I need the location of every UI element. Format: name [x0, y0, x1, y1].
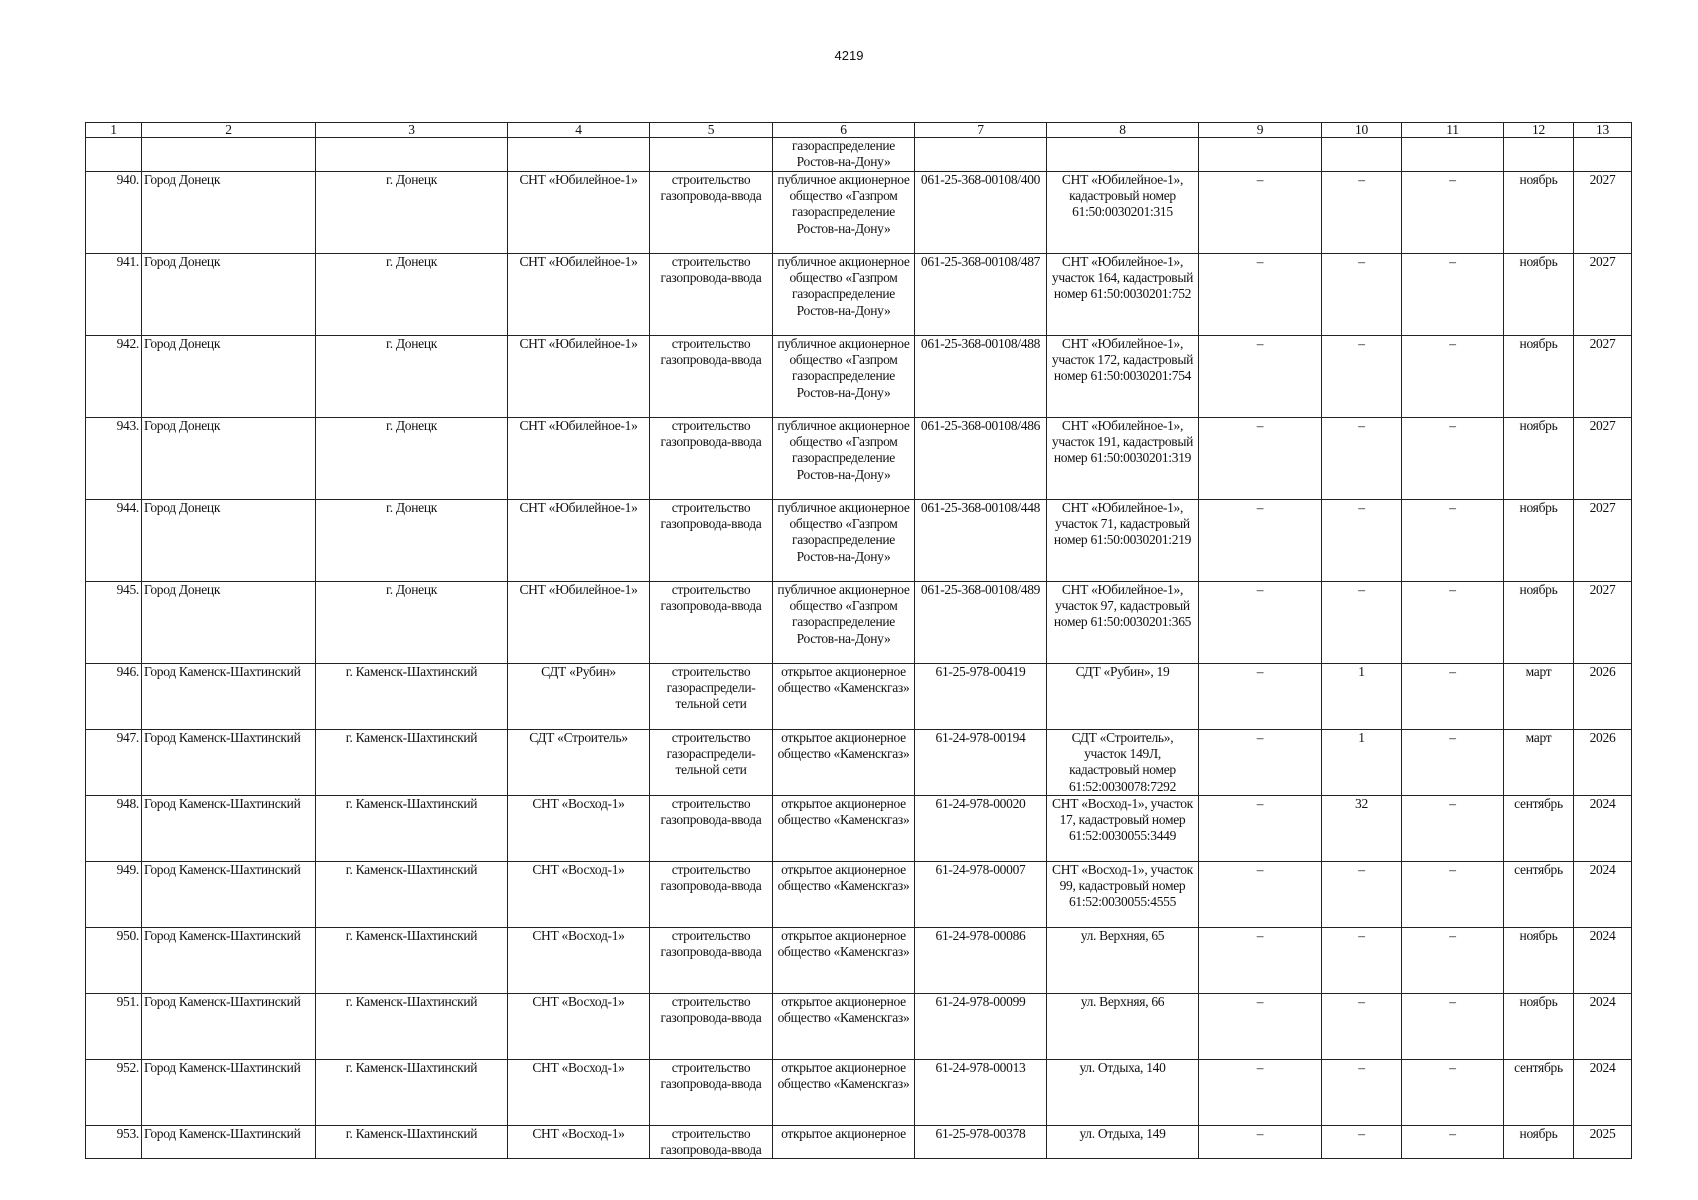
month-cell: ноябрь [1504, 172, 1574, 254]
address-cell: ул. Отдыха, 140 [1047, 1060, 1199, 1126]
locality-cell: г. Донецк [316, 336, 508, 418]
code-cell: 061-25-368-00108/488 [915, 336, 1047, 418]
municipality-cell: Город Донецк [142, 172, 316, 254]
municipality-cell: Город Донецк [142, 254, 316, 336]
municipality-cell: Город Каменск-Шахтинский [142, 1060, 316, 1126]
year-cell: 2027 [1574, 418, 1632, 500]
address-cell: СНТ «Восход-1», участок 99, кадастровый номер 61:52:0030055:4555 [1047, 862, 1199, 928]
object-cell: СНТ «Восход-1» [508, 862, 650, 928]
col9-cell: – [1199, 500, 1322, 582]
table-cell [1199, 138, 1322, 172]
col11-cell: – [1402, 928, 1504, 994]
company-cell: публичное акционерное общество «Газпром газораспределение Ростов-на-Дону» [773, 336, 915, 418]
address-cell: СНТ «Восход-1», участок 17, кадастровый номер 61:52:0030055:3449 [1047, 796, 1199, 862]
locality-cell: г. Донецк [316, 172, 508, 254]
col11-cell: – [1402, 1060, 1504, 1126]
column-number: 13 [1574, 123, 1632, 138]
object-cell: СНТ «Юбилейное-1» [508, 172, 650, 254]
table-cell [650, 138, 773, 172]
work-type-cell: строительство газопровода-ввода [650, 1126, 773, 1159]
work-type-cell: строительство газопровода-ввода [650, 172, 773, 254]
company-cell: публичное акционерное общество «Газпром газораспределение Ростов-на-Дону» [773, 582, 915, 664]
locality-cell: г. Каменск-Шахтинский [316, 1126, 508, 1159]
code-cell: 61-25-978-00378 [915, 1126, 1047, 1159]
row-number: 953. [86, 1126, 142, 1159]
row-number: 944. [86, 500, 142, 582]
company-cell: открытое акционерное общество «Каменскгаз» [773, 994, 915, 1060]
address-cell: ул. Отдыха, 149 [1047, 1126, 1199, 1159]
company-cell: открытое акционерное общество «Каменскгаз» [773, 664, 915, 730]
work-type-cell: строительство газораспредели-тельной сети [650, 664, 773, 730]
address-cell: СДТ «Рубин», 19 [1047, 664, 1199, 730]
table-row [86, 1126, 1632, 1159]
locality-cell: г. Каменск-Шахтинский [316, 994, 508, 1060]
month-cell: сентябрь [1504, 796, 1574, 862]
table-row [86, 664, 1632, 730]
col10-cell: – [1322, 1126, 1402, 1159]
company-cell: открытое акционерное [773, 1126, 915, 1159]
row-number: 946. [86, 664, 142, 730]
col9-cell: – [1199, 582, 1322, 664]
table-row [86, 994, 1632, 1060]
work-type-cell: строительство газопровода-ввода [650, 928, 773, 994]
year-cell: 2027 [1574, 500, 1632, 582]
row-number: 945. [86, 582, 142, 664]
column-number: 2 [142, 123, 316, 138]
col10-cell: – [1322, 418, 1402, 500]
locality-cell: г. Каменск-Шахтинский [316, 730, 508, 796]
column-number: 3 [316, 123, 508, 138]
year-cell: 2026 [1574, 664, 1632, 730]
address-cell: СНТ «Юбилейное-1», участок 71, кадастровый номер 61:50:0030201:219 [1047, 500, 1199, 582]
col10-cell: – [1322, 582, 1402, 664]
locality-cell: г. Каменск-Шахтинский [316, 928, 508, 994]
row-number: 952. [86, 1060, 142, 1126]
work-type-cell: строительство газопровода-ввода [650, 254, 773, 336]
address-cell: СНТ «Юбилейное-1», участок 97, кадастровый номер 61:50:0030201:365 [1047, 582, 1199, 664]
column-number: 6 [773, 123, 915, 138]
work-type-cell: строительство газопровода-ввода [650, 336, 773, 418]
work-type-cell: строительство газопровода-ввода [650, 418, 773, 500]
column-number: 4 [508, 123, 650, 138]
year-cell: 2026 [1574, 730, 1632, 796]
col9-cell: – [1199, 172, 1322, 254]
col11-cell: – [1402, 418, 1504, 500]
col11-cell: – [1402, 582, 1504, 664]
municipality-cell: Город Каменск-Шахтинский [142, 730, 316, 796]
code-cell: 61-24-978-00194 [915, 730, 1047, 796]
year-cell: 2024 [1574, 928, 1632, 994]
work-type-cell: строительство газораспредели-тельной сети [650, 730, 773, 796]
col11-cell: – [1402, 336, 1504, 418]
year-cell: 2024 [1574, 796, 1632, 862]
locality-cell: г. Каменск-Шахтинский [316, 664, 508, 730]
locality-cell: г. Донецк [316, 254, 508, 336]
table-row [86, 254, 1632, 336]
object-cell: СНТ «Восход-1» [508, 994, 650, 1060]
table-row [86, 336, 1632, 418]
work-type-cell: строительство газопровода-ввода [650, 1060, 773, 1126]
code-cell: 061-25-368-00108/448 [915, 500, 1047, 582]
col11-cell: – [1402, 664, 1504, 730]
object-cell: СДТ «Рубин» [508, 664, 650, 730]
table-cell [86, 138, 142, 172]
table-cell [142, 138, 316, 172]
table-row [86, 500, 1632, 582]
month-cell: ноябрь [1504, 418, 1574, 500]
company-cell: публичное акционерное общество «Газпром газораспределение Ростов-на-Дону» [773, 254, 915, 336]
col10-cell: 32 [1322, 796, 1402, 862]
col10-cell: – [1322, 994, 1402, 1060]
municipality-cell: Город Донецк [142, 418, 316, 500]
table-row [86, 1060, 1632, 1126]
row-number: 942. [86, 336, 142, 418]
col9-cell: – [1199, 730, 1322, 796]
continuation-row [86, 138, 1632, 172]
locality-cell: г. Каменск-Шахтинский [316, 796, 508, 862]
col10-cell: – [1322, 500, 1402, 582]
col10-cell: – [1322, 1060, 1402, 1126]
code-cell: 61-24-978-00007 [915, 862, 1047, 928]
address-cell: СНТ «Юбилейное-1», участок 164, кадастровый номер 61:50:0030201:752 [1047, 254, 1199, 336]
table-row [86, 172, 1632, 254]
year-cell: 2024 [1574, 1060, 1632, 1126]
gas-connection-table [85, 122, 1632, 1159]
object-cell: СДТ «Строитель» [508, 730, 650, 796]
month-cell: ноябрь [1504, 1126, 1574, 1159]
company-cell: открытое акционерное общество «Каменскгаз» [773, 796, 915, 862]
object-cell: СНТ «Восход-1» [508, 928, 650, 994]
code-cell: 61-24-978-00099 [915, 994, 1047, 1060]
col10-cell: – [1322, 336, 1402, 418]
municipality-cell: Город Донецк [142, 336, 316, 418]
col10-cell: – [1322, 254, 1402, 336]
month-cell: ноябрь [1504, 582, 1574, 664]
work-type-cell: строительство газопровода-ввода [650, 994, 773, 1060]
col11-cell: – [1402, 994, 1504, 1060]
municipality-cell: Город Каменск-Шахтинский [142, 1126, 316, 1159]
code-cell: 61-24-978-00013 [915, 1060, 1047, 1126]
col9-cell: – [1199, 1126, 1322, 1159]
code-cell: 61-24-978-00086 [915, 928, 1047, 994]
year-cell: 2027 [1574, 336, 1632, 418]
object-cell: СНТ «Восход-1» [508, 796, 650, 862]
object-cell: СНТ «Юбилейное-1» [508, 582, 650, 664]
locality-cell: г. Донецк [316, 582, 508, 664]
col10-cell: – [1322, 172, 1402, 254]
month-cell: ноябрь [1504, 994, 1574, 1060]
address-cell: СДТ «Строитель», участок 149Л, кадастровый номер 61:52:0030078:7292 [1047, 730, 1199, 796]
code-cell: 061-25-368-00108/400 [915, 172, 1047, 254]
col10-cell: 1 [1322, 664, 1402, 730]
code-cell: 061-25-368-00108/489 [915, 582, 1047, 664]
company-cell: открытое акционерное общество «Каменскгаз» [773, 862, 915, 928]
municipality-cell: Город Каменск-Шахтинский [142, 796, 316, 862]
month-cell: ноябрь [1504, 500, 1574, 582]
code-cell: 061-25-368-00108/486 [915, 418, 1047, 500]
object-cell: СНТ «Восход-1» [508, 1126, 650, 1159]
row-number: 951. [86, 994, 142, 1060]
row-number: 947. [86, 730, 142, 796]
code-cell: 61-24-978-00020 [915, 796, 1047, 862]
table-cell [1574, 138, 1632, 172]
col9-cell: – [1199, 1060, 1322, 1126]
object-cell: СНТ «Юбилейное-1» [508, 254, 650, 336]
row-number: 940. [86, 172, 142, 254]
column-number: 8 [1047, 123, 1199, 138]
company-cell: публичное акционерное общество «Газпром газораспределение Ростов-на-Дону» [773, 172, 915, 254]
col9-cell: – [1199, 994, 1322, 1060]
col9-cell: – [1199, 862, 1322, 928]
year-cell: 2024 [1574, 862, 1632, 928]
work-type-cell: строительство газопровода-ввода [650, 500, 773, 582]
month-cell: март [1504, 664, 1574, 730]
col11-cell: – [1402, 172, 1504, 254]
work-type-cell: строительство газопровода-ввода [650, 582, 773, 664]
code-cell: 61-25-978-00419 [915, 664, 1047, 730]
municipality-cell: Город Донецк [142, 582, 316, 664]
municipality-cell: Город Каменск-Шахтинский [142, 664, 316, 730]
column-number: 9 [1199, 123, 1322, 138]
code-cell: 061-25-368-00108/487 [915, 254, 1047, 336]
company-cell: открытое акционерное общество «Каменскгаз» [773, 730, 915, 796]
page-number: 4219 [834, 48, 864, 63]
year-cell: 2027 [1574, 172, 1632, 254]
company-cell: открытое акционерное общество «Каменскгаз» [773, 928, 915, 994]
address-cell: ул. Верхняя, 66 [1047, 994, 1199, 1060]
col11-cell: – [1402, 1126, 1504, 1159]
table-cell [1402, 138, 1504, 172]
work-type-cell: строительство газопровода-ввода [650, 796, 773, 862]
month-cell: сентябрь [1504, 862, 1574, 928]
col9-cell: – [1199, 928, 1322, 994]
municipality-cell: Город Каменск-Шахтинский [142, 862, 316, 928]
table-row [86, 418, 1632, 500]
year-cell: 2025 [1574, 1126, 1632, 1159]
col11-cell: – [1402, 862, 1504, 928]
col9-cell: – [1199, 254, 1322, 336]
month-cell: ноябрь [1504, 254, 1574, 336]
col9-cell: – [1199, 336, 1322, 418]
table-row [86, 582, 1632, 664]
column-number: 7 [915, 123, 1047, 138]
table-cell [1504, 138, 1574, 172]
table-row [86, 928, 1632, 994]
year-cell: 2024 [1574, 994, 1632, 1060]
company-cell: публичное акционерное общество «Газпром газораспределение Ростов-на-Дону» [773, 500, 915, 582]
month-cell: март [1504, 730, 1574, 796]
row-number: 941. [86, 254, 142, 336]
object-cell: СНТ «Юбилейное-1» [508, 500, 650, 582]
company-cell: газораспределение Ростов-на-Дону» [773, 138, 915, 172]
col10-cell: – [1322, 862, 1402, 928]
column-number: 10 [1322, 123, 1402, 138]
table-cell [1047, 138, 1199, 172]
col11-cell: – [1402, 796, 1504, 862]
locality-cell: г. Каменск-Шахтинский [316, 1060, 508, 1126]
row-number: 943. [86, 418, 142, 500]
col10-cell: – [1322, 928, 1402, 994]
row-number: 950. [86, 928, 142, 994]
col11-cell: – [1402, 500, 1504, 582]
month-cell: сентябрь [1504, 1060, 1574, 1126]
month-cell: ноябрь [1504, 336, 1574, 418]
table-row [86, 796, 1632, 862]
table-row [86, 730, 1632, 796]
col9-cell: – [1199, 418, 1322, 500]
table-cell [1322, 138, 1402, 172]
address-cell: СНТ «Юбилейное-1», участок 172, кадастровый номер 61:50:0030201:754 [1047, 336, 1199, 418]
municipality-cell: Город Донецк [142, 500, 316, 582]
column-number: 1 [86, 123, 142, 138]
table-cell [915, 138, 1047, 172]
address-cell: СНТ «Юбилейное-1», кадастровый номер 61:50:0030201:315 [1047, 172, 1199, 254]
address-cell: ул. Верхняя, 65 [1047, 928, 1199, 994]
col11-cell: – [1402, 730, 1504, 796]
company-cell: публичное акционерное общество «Газпром газораспределение Ростов-на-Дону» [773, 418, 915, 500]
col11-cell: – [1402, 254, 1504, 336]
locality-cell: г. Донецк [316, 500, 508, 582]
col9-cell: – [1199, 664, 1322, 730]
month-cell: ноябрь [1504, 928, 1574, 994]
object-cell: СНТ «Юбилейное-1» [508, 418, 650, 500]
locality-cell: г. Донецк [316, 418, 508, 500]
table-row [86, 862, 1632, 928]
row-number: 949. [86, 862, 142, 928]
work-type-cell: строительство газопровода-ввода [650, 862, 773, 928]
company-cell: открытое акционерное общество «Каменскгаз» [773, 1060, 915, 1126]
column-number-row [86, 123, 1632, 138]
year-cell: 2027 [1574, 582, 1632, 664]
row-number: 948. [86, 796, 142, 862]
locality-cell: г. Каменск-Шахтинский [316, 862, 508, 928]
address-cell: СНТ «Юбилейное-1», участок 191, кадастровый номер 61:50:0030201:319 [1047, 418, 1199, 500]
object-cell: СНТ «Восход-1» [508, 1060, 650, 1126]
column-number: 12 [1504, 123, 1574, 138]
year-cell: 2027 [1574, 254, 1632, 336]
table-cell [508, 138, 650, 172]
table-cell [316, 138, 508, 172]
municipality-cell: Город Каменск-Шахтинский [142, 994, 316, 1060]
column-number: 11 [1402, 123, 1504, 138]
municipality-cell: Город Каменск-Шахтинский [142, 928, 316, 994]
col10-cell: 1 [1322, 730, 1402, 796]
object-cell: СНТ «Юбилейное-1» [508, 336, 650, 418]
col9-cell: – [1199, 796, 1322, 862]
column-number: 5 [650, 123, 773, 138]
